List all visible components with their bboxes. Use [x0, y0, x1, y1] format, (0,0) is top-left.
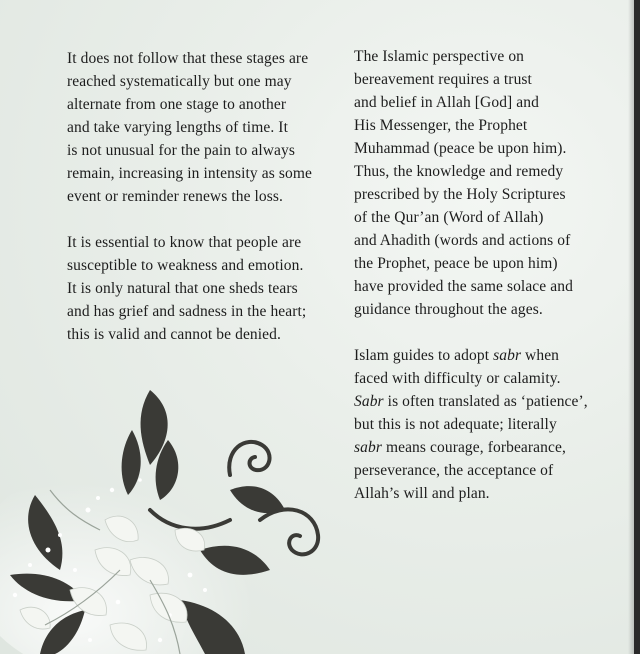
sabr-term: sabr — [493, 347, 522, 364]
text-line: but this is not adequate; literally — [354, 416, 557, 433]
text-line: remain, increasing in intensity as some — [67, 165, 312, 182]
text-line: event or reminder renews the loss. — [67, 188, 284, 205]
text-line: alternate from one stage to another — [67, 96, 287, 113]
text-line: It is only natural that one sheds tears — [67, 280, 298, 297]
text-line: and take varying lengths of time. It — [67, 119, 288, 136]
text-line: the Prophet, peace be upon him) — [354, 255, 558, 272]
text-line: It is essential to know that people are — [67, 234, 302, 251]
text-line: is not unusual for the pain to always — [67, 142, 295, 159]
text-line: and Ahadith (words and actions of — [354, 232, 571, 249]
text-line: Muhammad (peace be upon him). — [354, 140, 567, 157]
text-fragment: Islam guides to adopt — [354, 347, 494, 364]
text-line: of the Qur’an (Word of Allah) — [354, 209, 544, 226]
text-line: guidance throughout the ages. — [354, 301, 543, 318]
page-edge — [634, 0, 640, 654]
text-line: reached systematically but one may — [67, 73, 292, 90]
paragraph-sabr — [354, 344, 616, 505]
text-line — [354, 436, 616, 459]
sabr-term: sabr — [354, 439, 382, 456]
sabr-term: Sabr — [354, 393, 384, 410]
paragraph-islamic-perspective — [354, 45, 616, 321]
text-line: The Islamic perspective on — [354, 48, 525, 65]
paragraph-emotion — [67, 231, 337, 346]
text-line: It does not follow that these stages are — [67, 50, 309, 67]
text-line — [354, 390, 616, 413]
text-line: Allah’s will and plan. — [354, 485, 490, 502]
text-line: His Messenger, the Prophet — [354, 117, 528, 134]
text-line: prescribed by the Holy Scriptures — [354, 186, 566, 203]
left-column — [67, 47, 337, 346]
text-line: and has grief and sadness in the heart; — [67, 303, 307, 320]
paragraph-stages — [67, 47, 337, 208]
text-line: faced with difficulty or calamity. — [354, 370, 561, 387]
floral-ornament — [0, 370, 340, 654]
text-line — [354, 344, 616, 367]
text-line: this is valid and cannot be denied. — [67, 326, 281, 343]
text-fragment: when — [521, 347, 560, 364]
text-line: bereavement requires a trust — [354, 71, 532, 88]
text-fragment: is often translated as ‘patience’, — [383, 393, 588, 410]
text-line: Thus, the knowledge and remedy — [354, 163, 564, 180]
text-fragment: means courage, forbearance, — [381, 439, 566, 456]
text-line: susceptible to weakness and emotion. — [67, 257, 304, 274]
text-line: have provided the same solace and — [354, 278, 573, 295]
right-column — [354, 45, 616, 505]
text-line: perseverance, the acceptance of — [354, 462, 554, 479]
text-line: and belief in Allah [God] and — [354, 94, 539, 111]
